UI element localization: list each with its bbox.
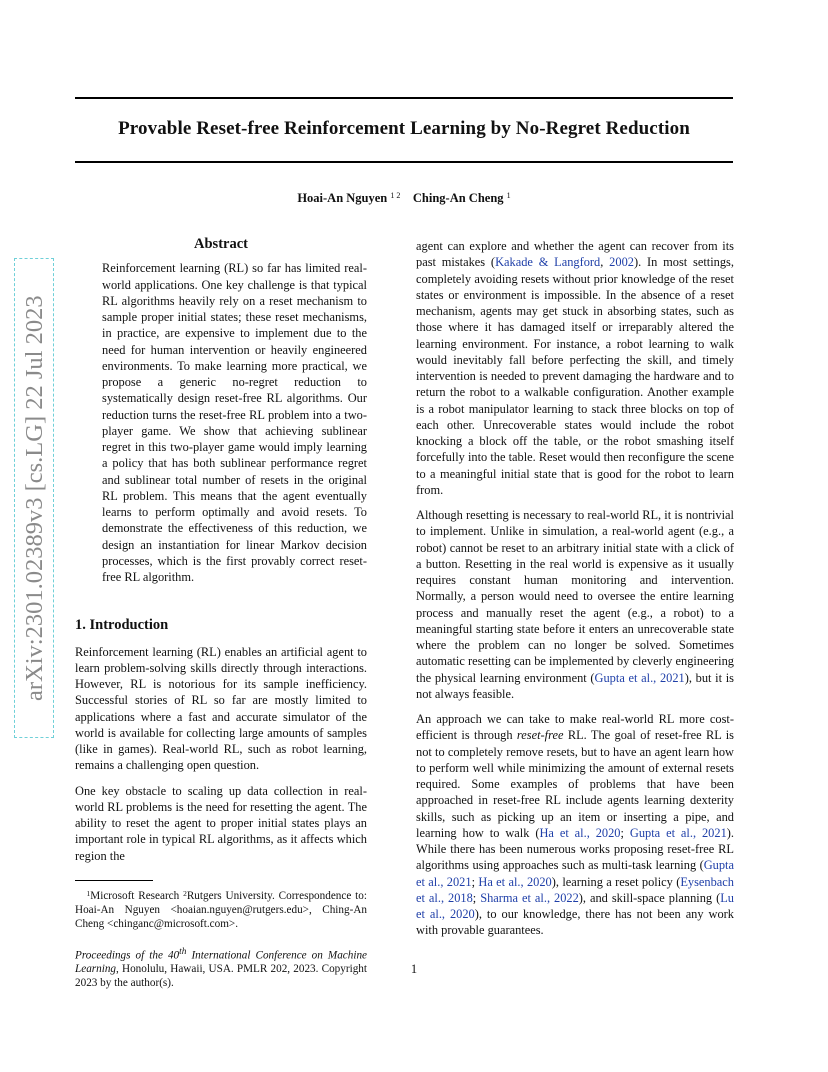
citation-link[interactable]: 2002 xyxy=(609,255,634,270)
citation-link[interactable]: Ha et al., 2020 xyxy=(478,874,552,889)
author-affiliation: 1 2 xyxy=(390,191,401,200)
citation-link[interactable]: Eysenbach et al., 2018 xyxy=(416,874,734,905)
arxiv-stamp: arXiv:2301.02389v3 [cs.LG] 22 Jul 2023 xyxy=(14,258,54,738)
citation-link[interactable]: Gupta et al., 2021 xyxy=(594,670,685,685)
citation-link[interactable]: Lu et al., 2020 xyxy=(416,890,734,921)
title-rule-top xyxy=(75,97,733,99)
emphasis-reset-free: reset-free xyxy=(516,728,564,743)
body-paragraph: Although resetting is necessary to real-world RL, it is nontrivial to implement. Unlike in simulation, a real-world agent (e.g., a robot) cannot be reset to an arbitrary initial state with a click of a button. Resetting in the real world is expensive as it usually requires constant human monitoring and intervention. Normally, a person would need to oversee the entire learning process and manually reset the agent (e.g., a robot) to a meaningful starting state before it enters an unrecoverable state where the problem can no longer be solved. Sometimes automatic resetting can be implemented by cleverly engineering the physical learning environment (Gupta et al., 2021), but it is not always feasible. xyxy=(416,508,735,701)
section-heading-introduction: 1. Introduction xyxy=(75,617,169,634)
citation-link[interactable]: Ha et al., 2020 xyxy=(539,825,621,840)
footnote-rule xyxy=(75,880,153,881)
right-column xyxy=(416,238,734,948)
citation-link[interactable]: Kakade & Langford xyxy=(495,255,601,270)
author-name: Ching-An Cheng xyxy=(412,191,504,205)
correspondence-text: Correspondence to: Hoai-An Nguyen <hoaian.nguyen@rutgers.edu>, Ching-An Cheng <chinganc@microsoft.com>. xyxy=(75,889,367,930)
author-list xyxy=(75,191,733,206)
citation-link[interactable]: Gupta et al., 2021 xyxy=(629,825,727,840)
title-rule-bottom xyxy=(75,161,733,163)
left-column xyxy=(75,236,367,990)
page-number: 1 xyxy=(410,962,418,976)
intro-paragraph: Reinforcement learning (RL) enables an artificial agent to learn problem-solving skills directly through interactions. However, RL is notorious for its sample inefficiency. Successful stories of RL so far are mostly limited to applications where a fast and accurate simulator of the world is available for collecting large amounts of samples (like in games). Real-world RL, such as robot learning, remains a challenging open question. xyxy=(75,644,367,773)
citation-link[interactable]: Gupta et al., 2021 xyxy=(416,858,734,889)
citation-link[interactable]: Sharma et al., 2022 xyxy=(480,890,579,905)
proceedings-note: Proceedings of the 40th International Conference on Machine Learning, Honolulu, Hawaii, USA. PMLR 202, 2023. Copyright 2023 by the author(s). xyxy=(75,946,368,990)
paper-title: Provable Reset-free Reinforcement Learning by No-Regret Reduction xyxy=(118,118,690,139)
body-paragraph: An approach we can take to make real-world RL more cost-efficient is through reset-free RL. The goal of reset-free RL is not to completely remove resets, but to have an agent learn how to perform well while minimizing the amount of external resets required. Some examples of problems that have been approached in reset-free RL include agents learning dexterity skills, such as picking up an item or inserting a pipe, and learning how to walk (Ha et al., 2020; Gupta et al., 2021). While there has been numerous works proposing reset-free RL algorithms using approaches such as multi-task learning (Gupta et al., 2021; Ha et al., 2020), learning a reset policy (Eysenbach et al., 2018; Sharma et al., 2022), and skill-space planning (Lu et al., 2020), to our knowledge, there has not been any work with provable guarantees. xyxy=(416,712,734,938)
body-paragraph: agent can explore and whether the agent can recover from its past mistakes (Kakade & Langford, 2002). In most settings, completely avoiding resets without prior knowledge of the reset states or environment is impossible. In the absence of a reset mechanism, agents may get stuck in absorbing states, such as those where it has damaged itself or irreparably altered the learning environment. For instance, a robot learning to walk would inevitably fall before perfecting the skill, and timely intervention is needed to prevent damaging the hardware and to return the robot to a walkable configuration. Another example is a robot manipulator learning to stack three blocks on top of each other. Unrecoverable states would include the robot knocking a block off the table, or the robot smashing itself forcefully into the table. Reset would then reconfigure the scene to a meaningful initial state that is good for the robot to learn from. xyxy=(416,239,734,497)
affiliation-footnote: $^1$Microsoft Research $^2$Rutgers University. Correspondence to: Hoai-An Nguyen <hoaian.nguyen@rutgers.edu>, Ching-An Cheng <chinganc@microsoft.com>. xyxy=(75,888,367,930)
intro-paragraph: One key obstacle to scaling up data collection in real-world RL problems is the need for resetting the agent. The ability to reset the agent to proper initial states plays an important role in typical RL algorithms, as it affects which region the xyxy=(75,783,367,863)
author-name: Hoai-An Nguyen xyxy=(297,191,388,205)
abstract-heading: Abstract xyxy=(194,236,248,252)
author-affiliation: 1 xyxy=(506,191,511,200)
abstract-text: Reinforcement learning (RL) so far has limited real-world applications. One key challenge is that typical RL algorithms heavily rely on a reset mechanism to sample proper initial states; these reset mechanisms, in practice, are expensive to implement due to the need for human intervention or heavily engineered environments. To make learning more practical, we propose a generic no-regret reduction to systematically design reset-free RL algorithms. Our reduction turns the reset-free RL problem into a two-player game. We show that achieving sublinear regret in this two-player game would imply learning a policy that has both sublinear performance regret and sublinear total number of resets in the original RL problem. This means that the agent eventually learns to perform optimally and avoid resets. To demonstrate the effectiveness of this reduction, we design an instantiation for linear Markov decision processes, which is the first provably correct reset-free RL algorithm. xyxy=(102,261,367,584)
